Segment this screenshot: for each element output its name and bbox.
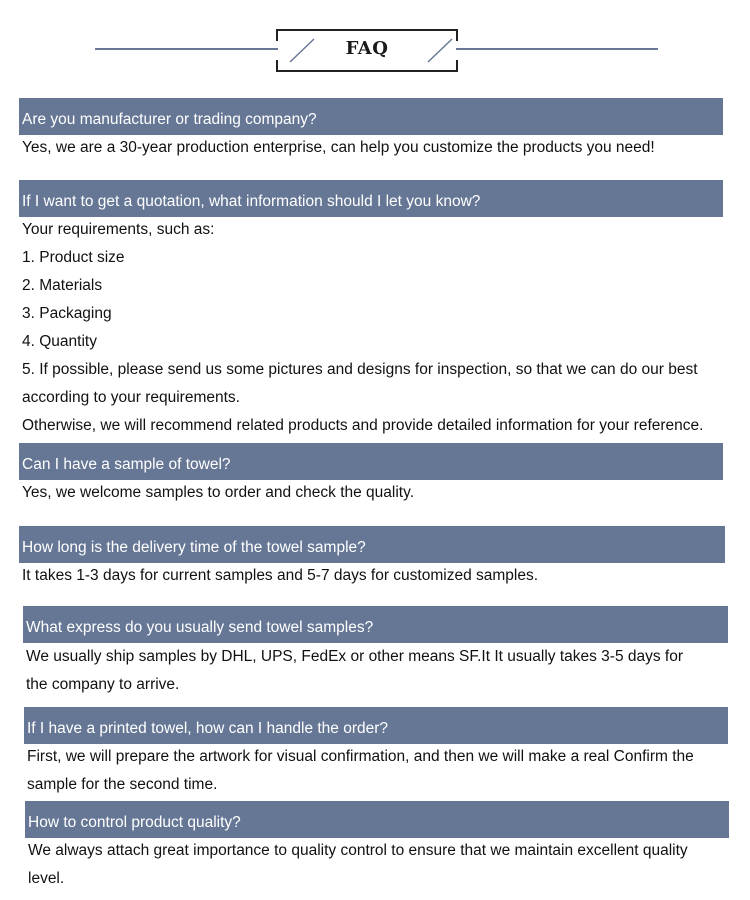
faq-question-4: How long is the delivery time of the towel sample?	[19, 526, 725, 563]
faq-answer-6-line-1: First, we will prepare the artwork for visual confirmation, and then we will make a real Confirm the	[27, 748, 694, 765]
header-rule-right	[456, 48, 658, 50]
faq-answer-5-line-2: the company to arrive.	[26, 676, 180, 693]
faq-question-6: If I have a printed towel, how can I handle the order?	[24, 707, 728, 744]
faq-answer-5-line-1: We usually ship samples by DHL, UPS, FedEx or other means SF.It It usually takes 3-5 days for	[26, 648, 684, 665]
faq-answer-2-line-8: Otherwise, we will recommend related products and provide detailed information for your reference.	[22, 417, 704, 434]
faq-answer-1-line-1: Yes, we are a 30-year production enterprise, can help you customize the products you need!	[22, 139, 655, 156]
faq-answer-6-line-2: sample for the second time.	[27, 776, 218, 793]
faq-answer-2-line-3: 2. Materials	[22, 277, 103, 294]
faq-question-1: Are you manufacturer or trading company?	[19, 98, 723, 135]
faq-answer-4-line-1: It takes 1-3 days for current samples and 5-7 days for customized samples.	[22, 567, 539, 584]
header-rule-left	[95, 48, 278, 50]
faq-answer-2-line-4: 3. Packaging	[22, 305, 112, 322]
page-title: FAQ	[345, 38, 389, 59]
faq-answer-2-line-1: Your requirements, such as:	[22, 221, 215, 238]
faq-answer-2-line-2: 1. Product size	[22, 249, 125, 266]
faq-answer-2-line-5: 4. Quantity	[22, 333, 97, 350]
faq-question-5: What express do you usually send towel samples?	[23, 606, 728, 643]
faq-answer-3-line-1: Yes, we welcome samples to order and check the quality.	[22, 484, 415, 501]
faq-answer-7-line-2: level.	[28, 870, 65, 887]
faq-question-2: If I want to get a quotation, what information should I let you know?	[19, 180, 723, 217]
faq-question-3: Can I have a sample of towel?	[19, 443, 723, 480]
faq-question-7: How to control product quality?	[25, 801, 729, 838]
faq-answer-7-line-1: We always attach great importance to quality control to ensure that we maintain excellent quality	[28, 842, 688, 859]
faq-answer-2-line-6: 5. If possible, please send us some pictures and designs for inspection, so that we can do our best	[22, 361, 698, 378]
faq-answer-2-line-7: according to your requirements.	[22, 389, 240, 406]
faq-header	[0, 0, 750, 80]
